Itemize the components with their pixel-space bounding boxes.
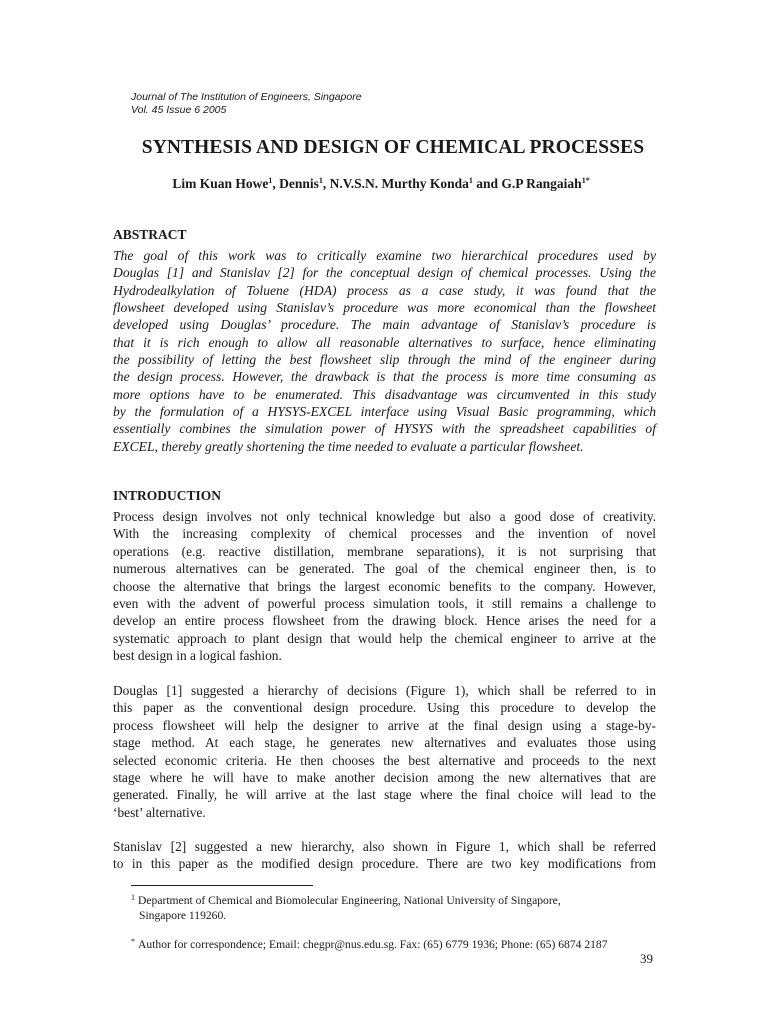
footnote-text: Singapore 119260. xyxy=(139,909,227,922)
paragraph-line: to in this paper as the modified design procedure. There are two key modifications from xyxy=(113,856,656,872)
page-number: 39 xyxy=(640,951,653,966)
paragraph-line: ‘best’ alternative. xyxy=(113,804,206,820)
paragraph-line: this paper as the conventional design procedure. Using this procedure to develop the xyxy=(113,700,656,716)
introduction-heading: INTRODUCTION xyxy=(113,488,222,503)
author-name: Dennis xyxy=(279,176,319,191)
journal-issue: Vol. 45 Issue 6 2005 xyxy=(131,104,227,116)
abstract-line: The goal of this work was to critically examine two hierarchical procedures used by xyxy=(113,248,656,263)
footnote-mark: 1 xyxy=(131,893,135,902)
author-name: N.V.S.N. Murthy Konda xyxy=(329,176,469,191)
abstract-line: essentially combines the simulation power of HYSYS with the spreadsheet capabilities of xyxy=(113,421,656,437)
paragraph-line: Douglas [1] suggested a hierarchy of decisions (Figure 1), which shall be referred to in xyxy=(113,683,656,698)
journal-header xyxy=(131,91,362,117)
footnote-text: Department of Chemical and Biomolecular Engineering, National University of Singapore, xyxy=(138,894,561,907)
abstract-line: that it is rich enough to allow all reasonable alternatives to surface, hence eliminating xyxy=(113,334,656,350)
paragraph-line: selected economic criteria. He then chooses the best alternative and proceeds to the next xyxy=(113,752,656,768)
introduction-paragraph-2 xyxy=(113,682,656,821)
abstract-line: developed using Douglas’ procedure. The main advantage of Stanislav’s procedure is xyxy=(113,317,656,333)
affiliation-mark: 1 xyxy=(268,176,273,185)
paragraph-line: systematic approach to plant design that would help the chemical engineer to arrive at the xyxy=(113,630,656,646)
paragraph-line: even with the advent of powerful process simulation tools, it still remains a challenge to xyxy=(113,596,656,612)
author-list: Lim Kuan Howe$^1$, Dennis$^1$, N.V.S.N. Murthy Konda$^1$ and G.P Rangaiah$^{1*}$ xyxy=(172,176,590,191)
paragraph-line: choose the alternative that brings the largest economic benefits to the company. However, xyxy=(113,578,656,594)
abstract-line: flowsheet developed using Stanislav’s procedure was more economical than the flowsheet xyxy=(113,300,656,316)
introduction-paragraph-1 xyxy=(113,508,656,665)
author-conjunction: and xyxy=(476,176,499,191)
author-name: Lim Kuan Howe xyxy=(172,176,269,191)
paragraph-line: Stanislav [2] suggested a new hierarchy, also shown in Figure 1, which shall be referred xyxy=(113,839,656,854)
abstract-line: Hydrodealkylation of Toluene (HDA) process as a case study, it was found that the xyxy=(113,282,656,298)
paragraph-line: numerous alternatives can be generated. The goal of the chemical engineer then, is to xyxy=(113,561,656,577)
affiliation-mark: 1* xyxy=(581,176,590,185)
paragraph-line: develop an entire process flowsheet from the drawing block. Hence arises the need for a xyxy=(113,613,656,629)
abstract-body xyxy=(113,247,656,455)
paragraph-line: Process design involves not only technical knowledge but also a good dose of creativity. xyxy=(113,509,656,524)
author-name: G.P Rangaiah xyxy=(501,176,582,191)
footnote-correspondence xyxy=(131,934,608,952)
paragraph-line: stage method. At each stage, he generates new alternatives and evaluates those using xyxy=(113,735,656,751)
abstract-line: the possibility of letting the best flowsheet slip through the mind of the engineer during xyxy=(113,352,656,368)
paragraph-line: generated. Finally, he will arrive at the last stage where the final choice will lead to the xyxy=(113,787,656,803)
abstract-line: EXCEL, thereby greatly shortening the time needed to evaluate a particular flowsheet. xyxy=(113,438,584,454)
paragraph-line: With the increasing complexity of chemical processes and the invention of novel xyxy=(113,526,656,542)
abstract-heading: ABSTRACT xyxy=(113,227,187,242)
abstract-line: Douglas [1] and Stanislav [2] for the conceptual design of chemical processes. Using the xyxy=(113,265,656,281)
paper-title: SYNTHESIS AND DESIGN OF CHEMICAL PROCESSES xyxy=(141,137,645,158)
affiliation-mark: 1 xyxy=(318,176,323,185)
abstract-line: the design process. However, the drawback is that the process is more time consuming as xyxy=(113,369,656,385)
paragraph-line: best design in a logical fashion. xyxy=(113,648,282,664)
footnote-divider xyxy=(131,885,313,886)
paragraph-line: operations (e.g. reactive distillation, membrane separations), it is not surprising that xyxy=(113,543,656,559)
paragraph-line: process flowsheet will help the designer to arrive at the final design using a stage-by- xyxy=(113,717,656,733)
abstract-line: more options have to be enumerated. This disadvantage was circumvented in this study xyxy=(113,386,656,402)
footnote-affiliation xyxy=(131,890,561,923)
abstract-line: by the formulation of a HYSYS-EXCEL interface using Visual Basic programming, which xyxy=(113,404,656,420)
paragraph-line: stage where he will have to make another decision among the new alternatives that are xyxy=(113,770,656,786)
affiliation-mark: 1 xyxy=(468,176,473,185)
footnote-mark: * xyxy=(131,937,135,946)
introduction-paragraph-3 xyxy=(113,838,656,873)
footnote-text: Author for correspondence; Email: chegpr@nus.edu.sg. Fax: (65) 6779 1936; Phone: (65) 6874 2187 xyxy=(138,938,608,951)
journal-name: Journal of The Institution of Engineers, Singapore xyxy=(131,91,362,103)
